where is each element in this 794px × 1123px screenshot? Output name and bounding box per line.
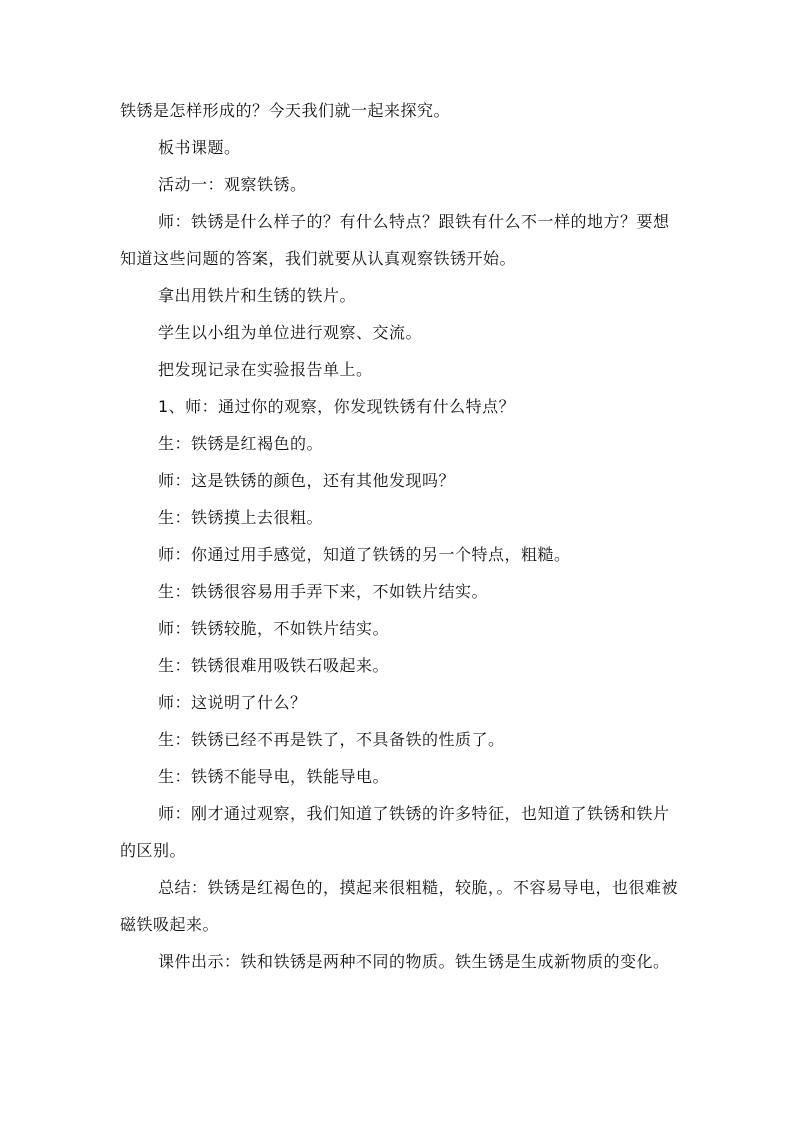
paragraph-student-easy: 生：铁锈很容易用手弄下来，不如铁片结实。: [158, 582, 489, 601]
paragraph-student-conduct: 生：铁锈不能导电，铁能导电。: [158, 767, 390, 786]
paragraph-teacher-color: 师：这是铁锈的颜色，还有其他发现吗？: [158, 471, 456, 490]
paragraph-teacher-meaning: 师：这说明了什么？: [158, 693, 307, 712]
document-body: [120, 92, 685, 980]
paragraph-activity-one: 活动一：观察铁锈。: [158, 175, 307, 194]
paragraph-intro: 铁锈是怎样形成的？今天我们就一起来探究。: [120, 101, 451, 120]
paragraph-teacher-question: 师：铁锈是什么样子的？有什么特点？跟铁有什么不一样的地方？要想知道这些问题的答案，我们就要从认真观察铁锈开始。: [120, 212, 670, 268]
paragraph-courseware: 课件出示：铁和铁锈是两种不同的物质。铁生锈是生成新物质的变化。: [158, 952, 670, 971]
paragraph-teacher-summary: 师：刚才通过观察，我们知道了铁锈的许多特征，也知道了铁锈和铁片的区别。: [120, 804, 670, 860]
paragraph-student-color: 生：铁锈是红褐色的。: [158, 434, 324, 453]
paragraph-student-not-iron: 生：铁锈已经不再是铁了，不具备铁的性质了。: [158, 730, 505, 749]
paragraph-take-out: 拿出用铁片和生锈的铁片。: [158, 286, 357, 305]
paragraph-group-observe: 学生以小组为单位进行观察、交流。: [158, 323, 423, 342]
paragraph-board-title: 板书课题。: [158, 138, 241, 157]
paragraph-conclusion: 总结：铁锈是红褐色的，摸起来很粗糙，较脆，。不容易导电，也很难被磁铁吸起来。: [120, 878, 679, 934]
paragraph-teacher-brittle: 师：铁锈较脆，不如铁片结实。: [158, 619, 390, 638]
paragraph-student-magnet: 生：铁锈很难用吸铁石吸起来。: [158, 656, 390, 675]
paragraph-teacher-rough: 师：你通过用手感觉，知道了铁锈的另一个特点，粗糙。: [158, 545, 571, 564]
paragraph-q1: 1、师：通过你的观察，你发现铁锈有什么特点？: [158, 397, 516, 416]
paragraph-record: 把发现记录在实验报告单上。: [158, 360, 373, 379]
paragraph-student-rough: 生：铁锈摸上去很粗。: [158, 508, 324, 527]
